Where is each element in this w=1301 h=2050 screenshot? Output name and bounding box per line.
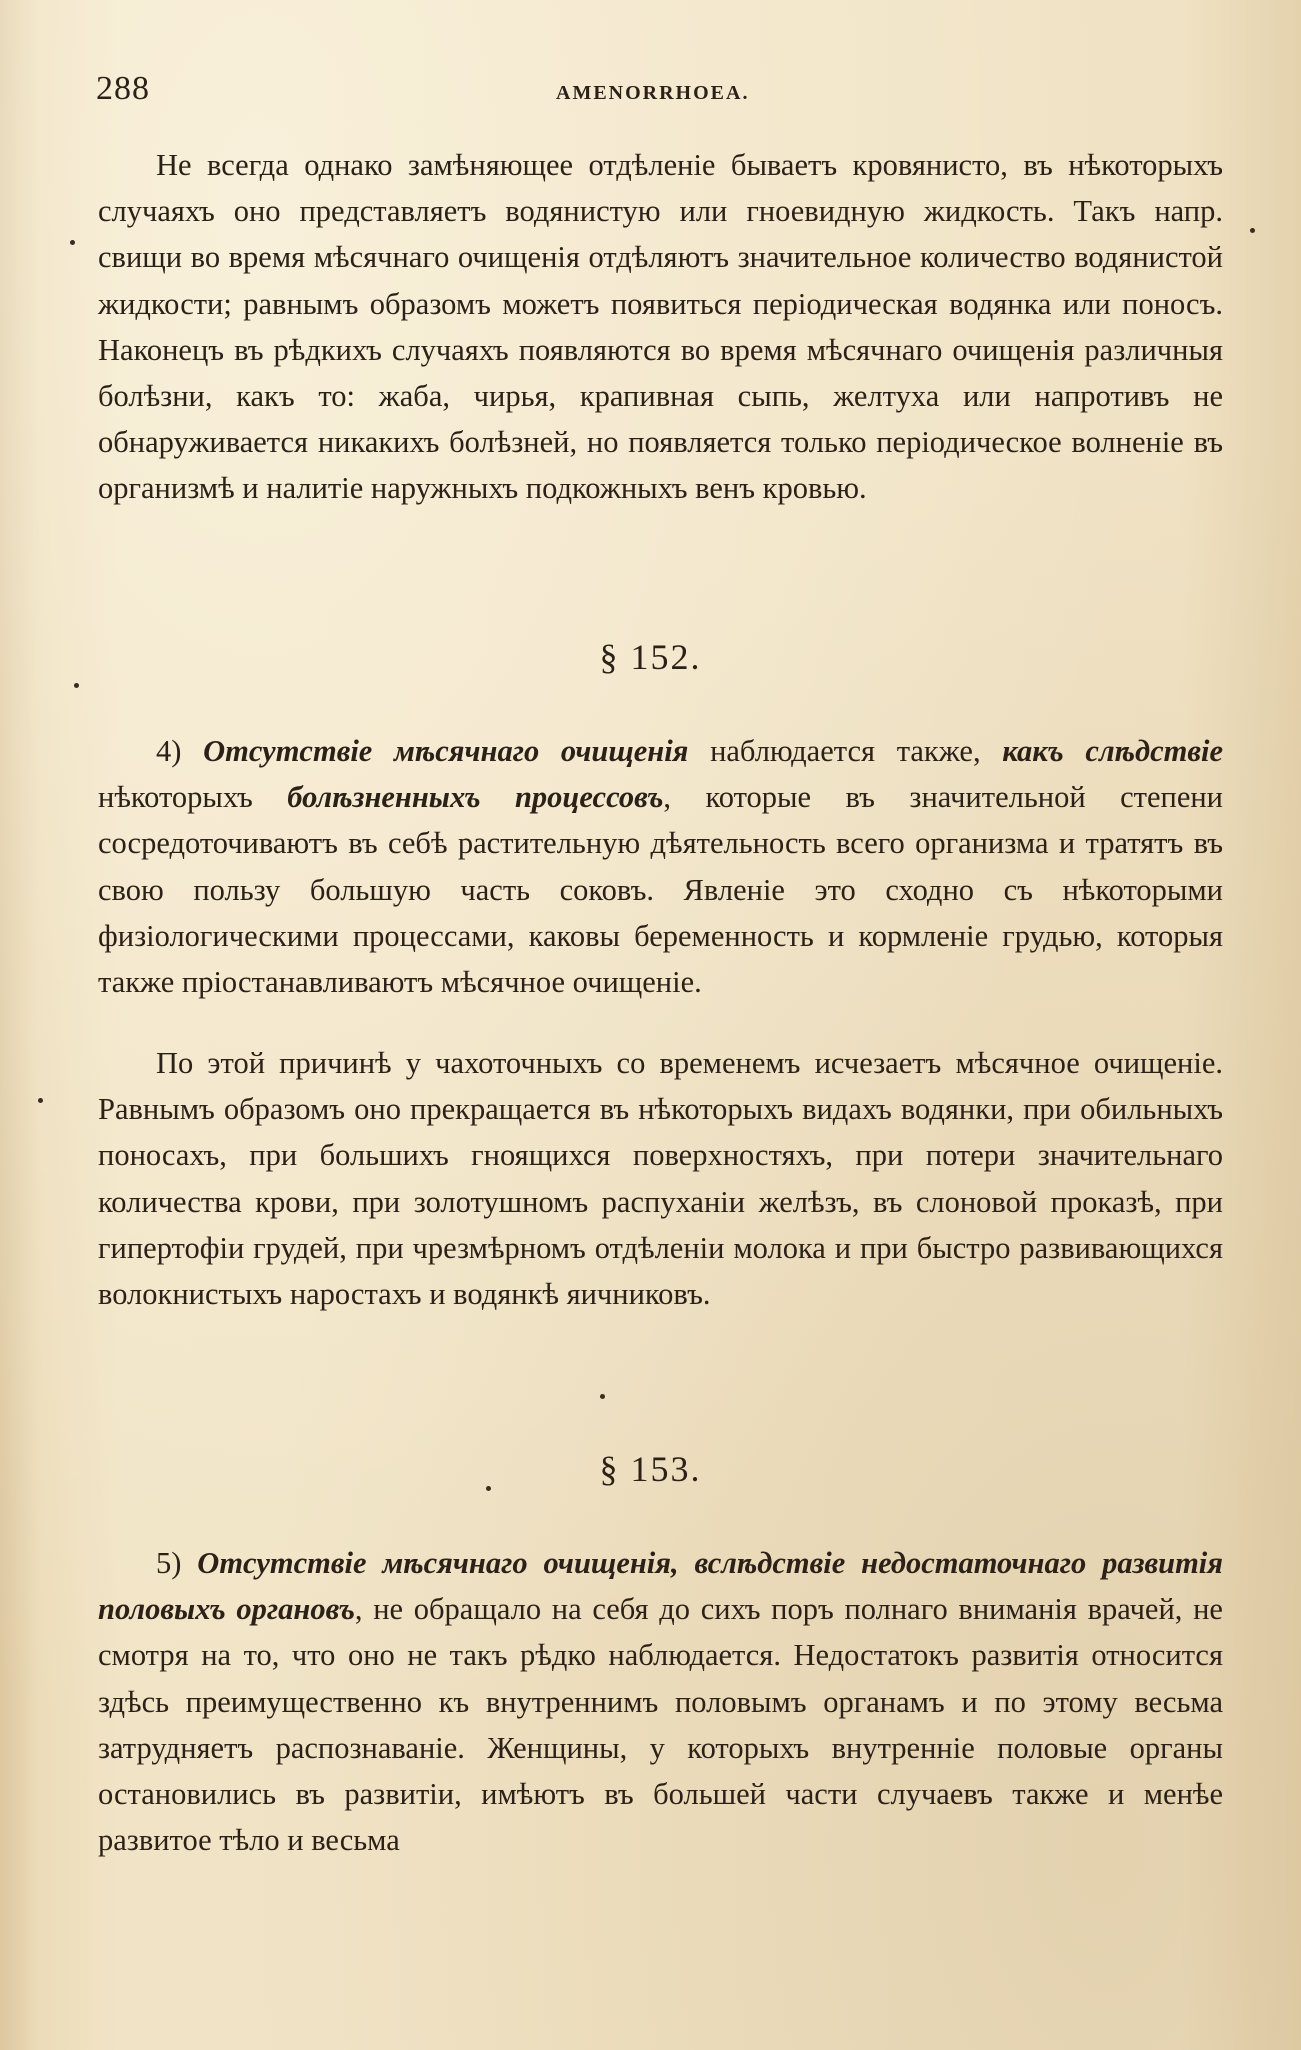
paragraph-pathological-processes — [98, 728, 1223, 1005]
item-number: 5) — [156, 1546, 198, 1580]
page-number: 288 — [96, 70, 150, 107]
text-run: , которые въ значительной степени сосредоточиваютъ въ себѣ растительную дѣятельность всего организма и тратятъ въ свою пользу большую часть соковъ. Явленіе это сходно съ нѣкоторыми физіологическими процессами, каковы беременность и кормленіе грудью, которыя также пріостанавливаютъ мѣсячное очищеніе. — [98, 780, 1224, 1000]
paragraph-text: Не всегда однако замѣняющее отдѣленіе бываетъ кровянисто, въ нѣкоторыхъ случаяхъ оно представляетъ водянистую или гноевидную жидкость. Такъ напр. свищи во время мѣсячнаго очищенія отдѣляютъ значительное количество водянистой жидкости; равнымъ образомъ можетъ появиться періодическая водянка или поносъ. Наконецъ въ рѣдкихъ случаяхъ появляются во время мѣсячнаго очищенія различныя болѣзни, какъ то: жаба, чирья, крапивная сыпь, желтуха или напротивъ не обнаруживается никакихъ болѣзней, но появляется только періодическое волненіе въ организмѣ и налитіе наружныхъ подкожныхъ венъ кровью. — [98, 148, 1223, 506]
emphasis-term: болѣзненныхъ процессовъ — [287, 780, 664, 815]
text-run: нѣкоторыхъ — [98, 780, 288, 815]
paragraph-substitute-discharge — [98, 142, 1223, 512]
text-run: , не обращало на себя до сихъ поръ полнаго вниманія врачей, не смотря на то, что оно не такъ рѣдко наблюдается. Недостатокъ развитія относится здѣсь преимущественно къ внутреннимъ половымъ органамъ и по этому весьма затрудняетъ распознаваніе. Женщины, у которыхъ внутренніе половые органы остановились въ развитіи, имѣютъ въ большей части случаевъ также и менѣе развитое тѣло и весьма — [98, 1592, 1223, 1858]
ink-speck — [70, 240, 75, 245]
emphasis-term: Отсутствіе мѣсячнаго очищенія — [203, 734, 689, 768]
item-number: 4) — [156, 734, 204, 768]
paragraph-text: По этой причинѣ у чахоточныхъ со временемъ исчезаетъ мѣсячное очищеніе. Равнымъ образомъ оно прекращается въ нѣкоторыхъ видахъ водянки, при обильныхъ поносахъ, при большихъ гноящихся поверхностяхъ, при потери значительнаго количества крови, при золотушномъ распуханіи желѣзъ, въ слоновой проказѣ, при гипертофіи грудей, при чрезмѣрномъ отдѣленіи молока и при быстро развивающихся волокнистыхъ наростахъ и водянкѣ яичниковъ. — [98, 1046, 1223, 1312]
ink-speck — [38, 1098, 43, 1103]
section-heading-153: § 153. — [599, 1449, 702, 1489]
running-title: AMENORRHOEA. — [556, 82, 750, 104]
running-head — [96, 70, 1226, 120]
ink-speck — [486, 1486, 491, 1491]
emphasis-term: какъ слѣдствіе — [1002, 734, 1223, 768]
emphasis-term: Отсутствіе мѣсячнаго очищенія, вслѣдствіе недостаточнаго развитія половыхъ органовъ — [98, 1546, 1223, 1627]
ink-speck — [1250, 228, 1255, 233]
paragraph-underdevelopment — [98, 1540, 1223, 1863]
paragraph-text — [98, 728, 1223, 1005]
paragraph-text — [98, 1540, 1223, 1863]
ink-speck — [74, 683, 79, 688]
paragraph-consumptives — [98, 1040, 1223, 1317]
text-run: наблюдается также, — [688, 734, 1003, 768]
section-heading-152: § 152. — [599, 637, 702, 677]
ink-speck — [600, 1394, 605, 1399]
